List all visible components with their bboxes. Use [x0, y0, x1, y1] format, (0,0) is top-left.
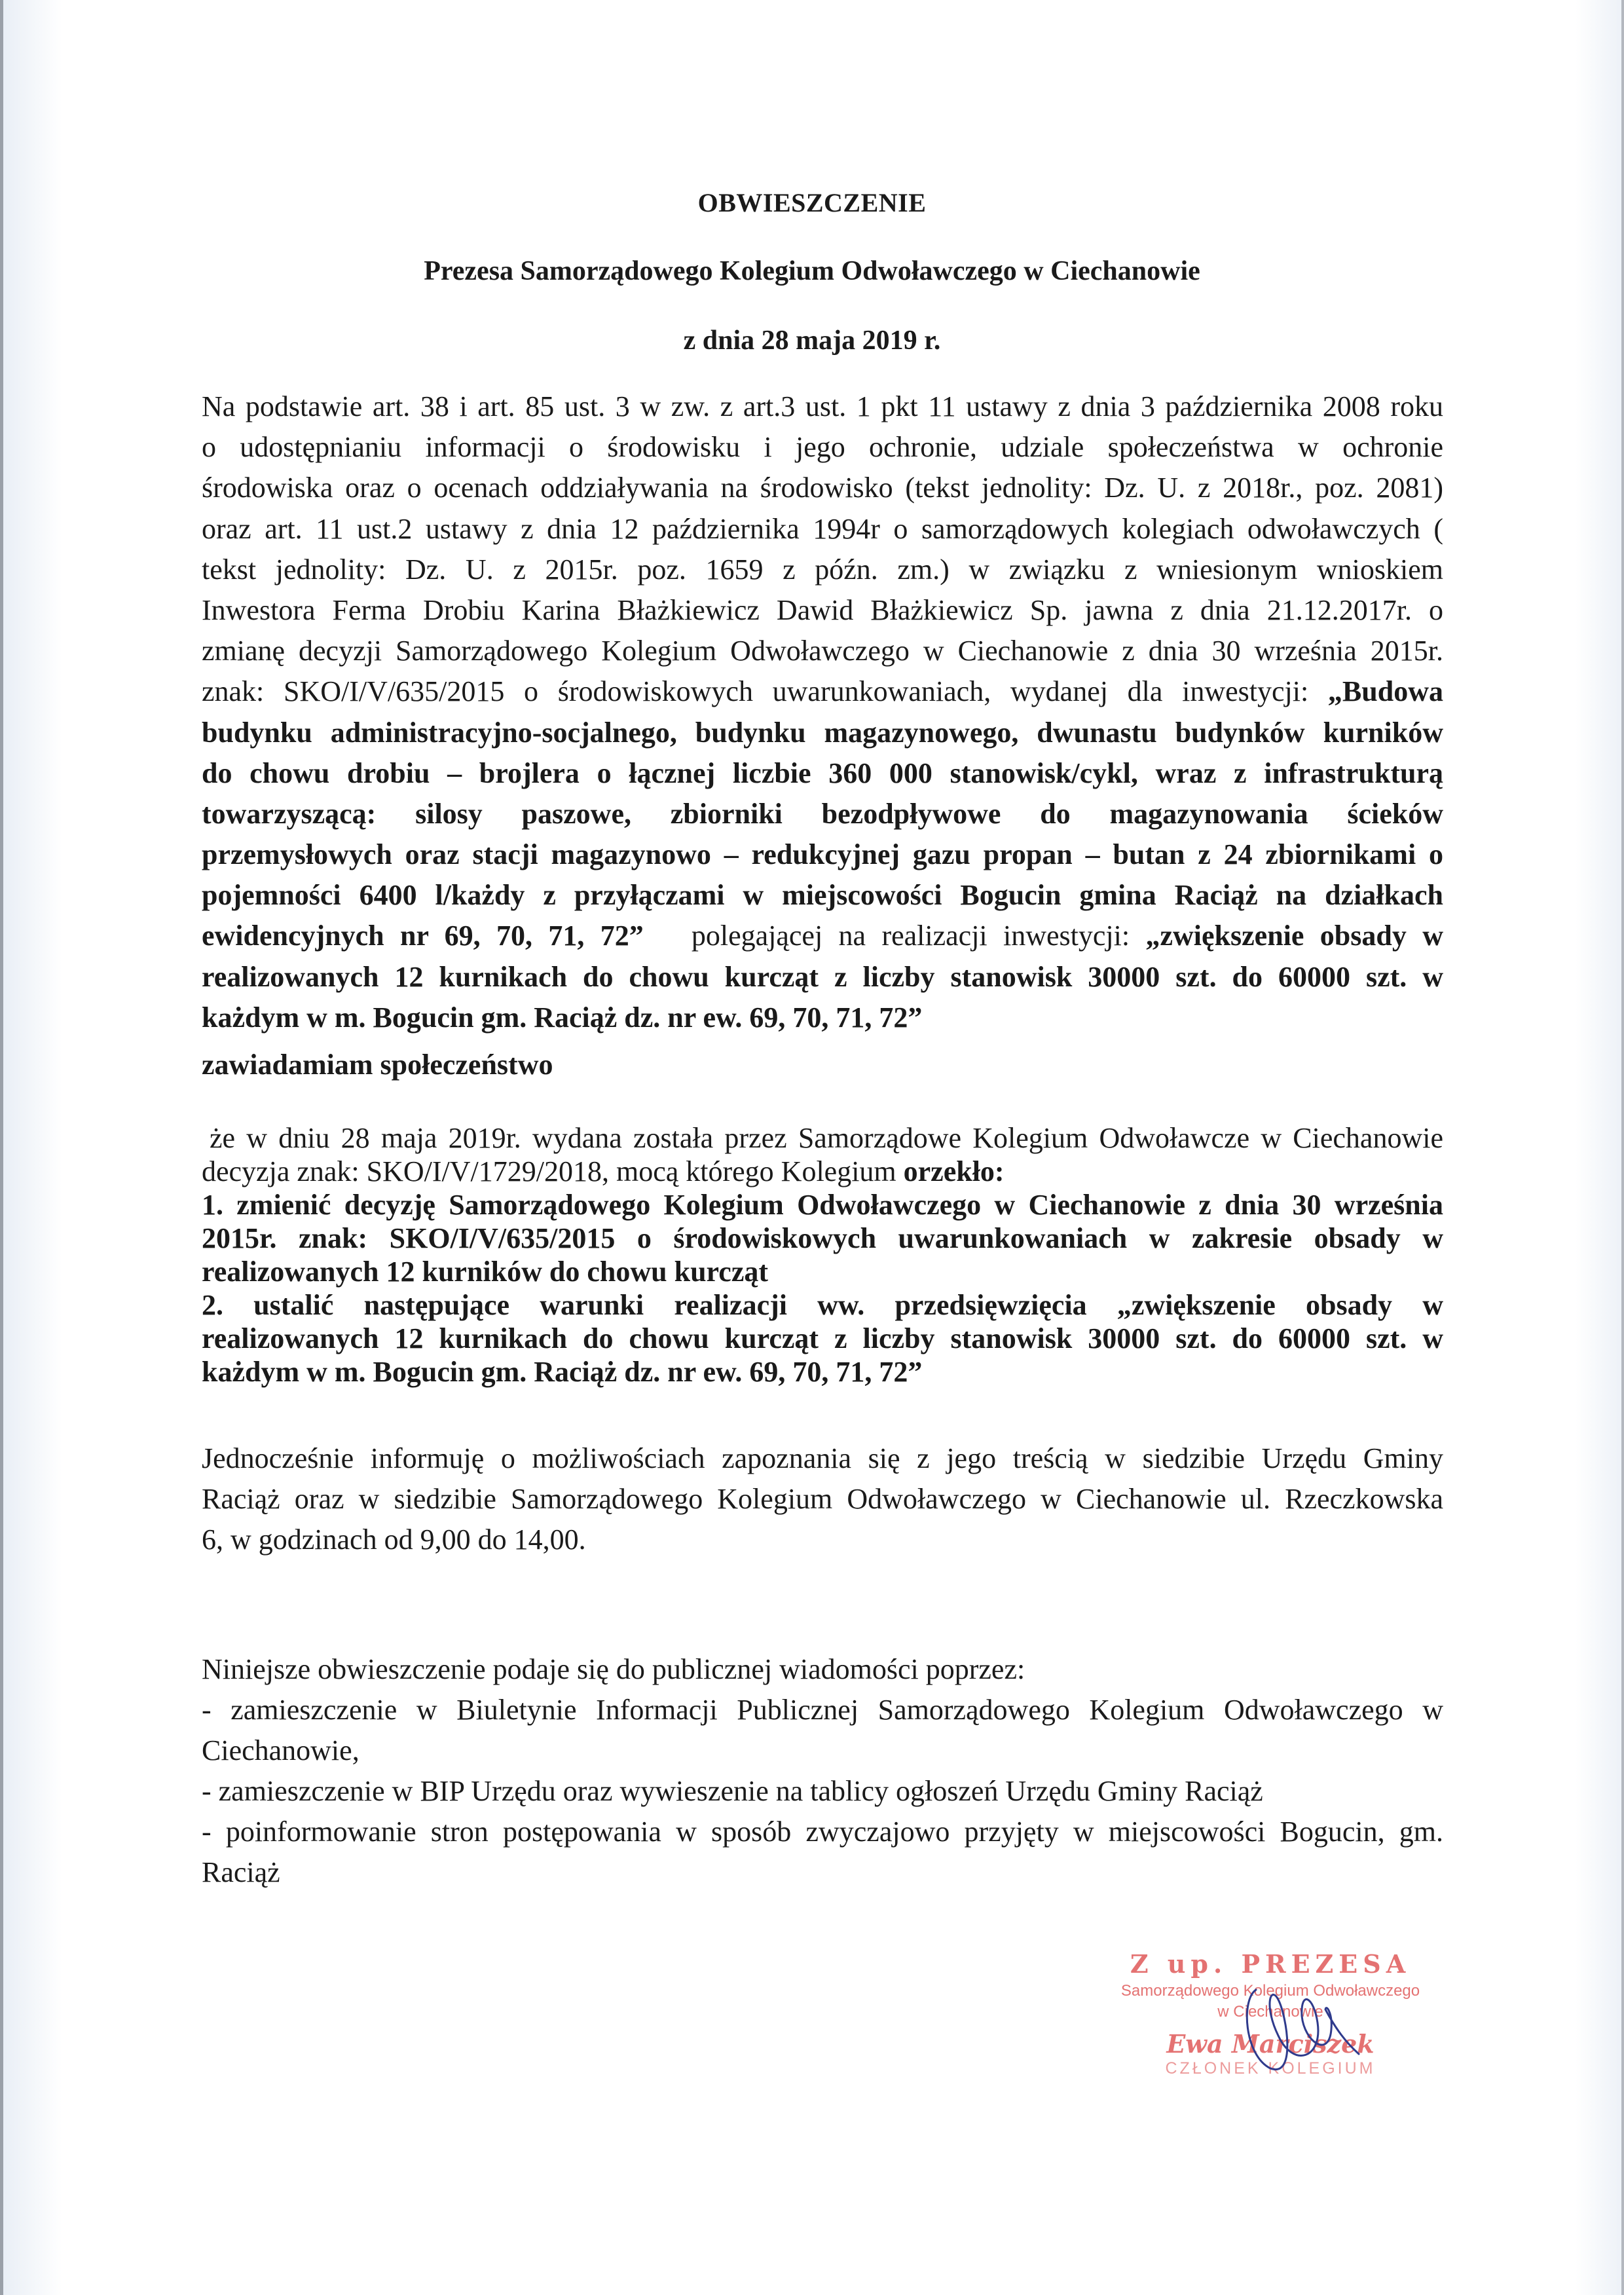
- handwritten-signature: [1107, 1944, 1434, 2088]
- info-line: Jednocześnie informuję o możliwościach zapoznania się z jego treścią w siedzibie Urzędu Gminy: [202, 1442, 1443, 1474]
- publication-line: Niniejsze obwieszczenie podaje się do publicznej wiadomości poprzez:: [202, 1653, 1025, 1685]
- intro-line: [202, 916, 1443, 956]
- decision-item-line: realizowanych 12 kurników do chowu kurcząt: [202, 1256, 769, 1288]
- decision-paragraph: [202, 1121, 1443, 1389]
- info-paragraph: [202, 1438, 1443, 1560]
- decision-item-line: realizowanych 12 kurnikach do chowu kurcząt z liczby stanowisk 30000 szt. do 60000 szt. w: [202, 1322, 1443, 1354]
- change-name-start: „zwiększenie obsady w: [1145, 920, 1444, 952]
- investment-name-start: „Budowa: [1327, 675, 1443, 708]
- intro-paragraph: [202, 386, 1443, 1038]
- intro-line: o udostępnianiu informacji o środowisku i jego ochronie, udziale społeczeństwa w ochronie: [202, 431, 1443, 464]
- investment-line: pojemności 6400 l/każdy z przyłączami w miejscowości Bogucin gmina Raciąż na działkach: [202, 879, 1443, 912]
- intro-line: oraz art. 11 ust.2 ustawy z dnia 12 października 1994r o samorządowych kolegiach odwoławczych (: [202, 512, 1443, 545]
- notify-heading: zawiadamiam społeczeństwo: [202, 1049, 553, 1081]
- stamp-line: Samorządowego Kolegium Odwoławczego: [1120, 1982, 1420, 2000]
- publication-line: - zamieszczenie w Biuletynie Informacji Publicznej Samorządowego Kolegium Odwoławczego w: [202, 1694, 1443, 1726]
- investment-line: towarzyszącą: silosy paszowe, zbiorniki bezodpływowe do magazynowania ścieków: [202, 797, 1443, 830]
- change-line: realizowanych 12 kurnikach do chowu kurcząt z liczby stanowisk 30000 szt. do 60000 szt. w: [202, 960, 1443, 993]
- decision-text: decyzja znak: SKO/I/V/1729/2018, mocą którego Kolegium: [202, 1155, 904, 1187]
- investment-line: przemysłowych oraz stacji magazynowo – redukcyjnej gazu propan – butan z 24 zbiornikami o: [202, 838, 1443, 871]
- publication-line: - zamieszczenie w BIP Urzędu oraz wywieszenie na tablicy ogłoszeń Urzędu Gminy Raciąż: [202, 1775, 1263, 1807]
- decision-item-line: 1. zmienić decyzję Samorządowego Kolegium Odwoławczego w Ciechanowie z dnia 30 września: [202, 1189, 1443, 1221]
- info-line: 6, w godzinach od 9,00 do 14,00.: [202, 1523, 586, 1556]
- stamp-line: w Ciechanowie: [1217, 2003, 1323, 2021]
- document-date: z dnia 28 maja 2019 r.: [683, 326, 941, 356]
- intro-line: Na podstawie art. 38 i art. 85 ust. 3 w zw. z art.3 ust. 1 pkt 11 ustawy z dnia 3 października 2008 roku: [202, 390, 1443, 422]
- investment-line: do chowu drobiu – brojlera o łącznej liczbie 360 000 stanowisk/cykl, wraz z infrastrukturą: [202, 756, 1443, 789]
- intro-line: środowiska oraz o ocenach oddziaływania na środowisko (tekst jednolity: Dz. U. z 2018r., poz. 2081): [202, 472, 1443, 504]
- parcel-numbers: ewidencyjnych nr 69, 70, 71, 72”: [202, 920, 644, 952]
- info-line: Raciąż oraz w siedzibie Samorządowego Kolegium Odwoławczego w Ciechanowie ul. Rzeczkowska: [202, 1483, 1443, 1515]
- official-stamp: [1107, 1944, 1434, 2088]
- document-title: OBWIESZCZENIE: [697, 188, 927, 217]
- stamp-role: CZŁONEK KOLEGIUM: [1165, 2059, 1376, 2078]
- document-subtitle: Prezesa Samorządowego Kolegium Odwoławczego w Ciechanowie: [424, 256, 1200, 286]
- decision-line: że w dniu 28 maja 2019r. wydana została przez Samorządowe Kolegium Odwoławcze w Ciechanowie: [210, 1122, 1443, 1154]
- publication-paragraph: [202, 1649, 1443, 1893]
- intro-text: znak: SKO/I/V/635/2015 o środowiskowych uwarunkowaniach, wydanej dla inwestycji:: [202, 675, 1328, 708]
- publication-line: Ciechanowie,: [202, 1734, 360, 1766]
- change-line: każdym w m. Bogucin gm. Raciąż dz. nr ew. 69, 70, 71, 72”: [202, 1001, 923, 1034]
- decision-item-line: każdym w m. Bogucin gm. Raciąż dz. nr ew. 69, 70, 71, 72”: [202, 1356, 923, 1388]
- decision-item-line: 2015r. znak: SKO/I/V/635/2015 o środowiskowych uwarunkowaniach w zakresie obsady w: [202, 1222, 1443, 1254]
- stamp-line: Z up. PREZESA: [1130, 1949, 1411, 1979]
- decision-ruled: orzekło:: [903, 1155, 1005, 1187]
- intro-line: [202, 671, 1443, 712]
- intro-line: Inwestora Ferma Drobiu Karina Błażkiewicz Dawid Błażkiewicz Sp. jawna z dnia 21.12.2017r. o: [202, 593, 1443, 626]
- intro-text: polegającej na realizacji inwestycji:: [643, 920, 1146, 952]
- signature-stroke: [1247, 1990, 1359, 2070]
- investment-line: budynku administracyjno-socjalnego, budynku magazynowego, dwunastu budynków kurników: [202, 716, 1443, 749]
- stamp-signatory: Ewa Marciszek: [1166, 2029, 1375, 2059]
- decision-item-line: 2. ustalić następujące warunki realizacji ww. przedsięwzięcia „zwiększenie obsady w: [202, 1289, 1443, 1321]
- decision-line: [202, 1155, 1443, 1188]
- publication-line: - poinformowanie stron postępowania w sposób zwyczajowo przyjęty w miejscowości Bogucin, gm.: [202, 1816, 1443, 1848]
- publication-line: Raciąż: [202, 1856, 280, 1888]
- intro-line: tekst jednolity: Dz. U. z 2015r. poz. 1659 z późn. zm.) w związku z wniesionym wnioskiem: [202, 553, 1443, 586]
- intro-line: zmianę decyzji Samorządowego Kolegium Odwoławczego w Ciechanowie z dnia 30 września 2015r.: [202, 635, 1443, 667]
